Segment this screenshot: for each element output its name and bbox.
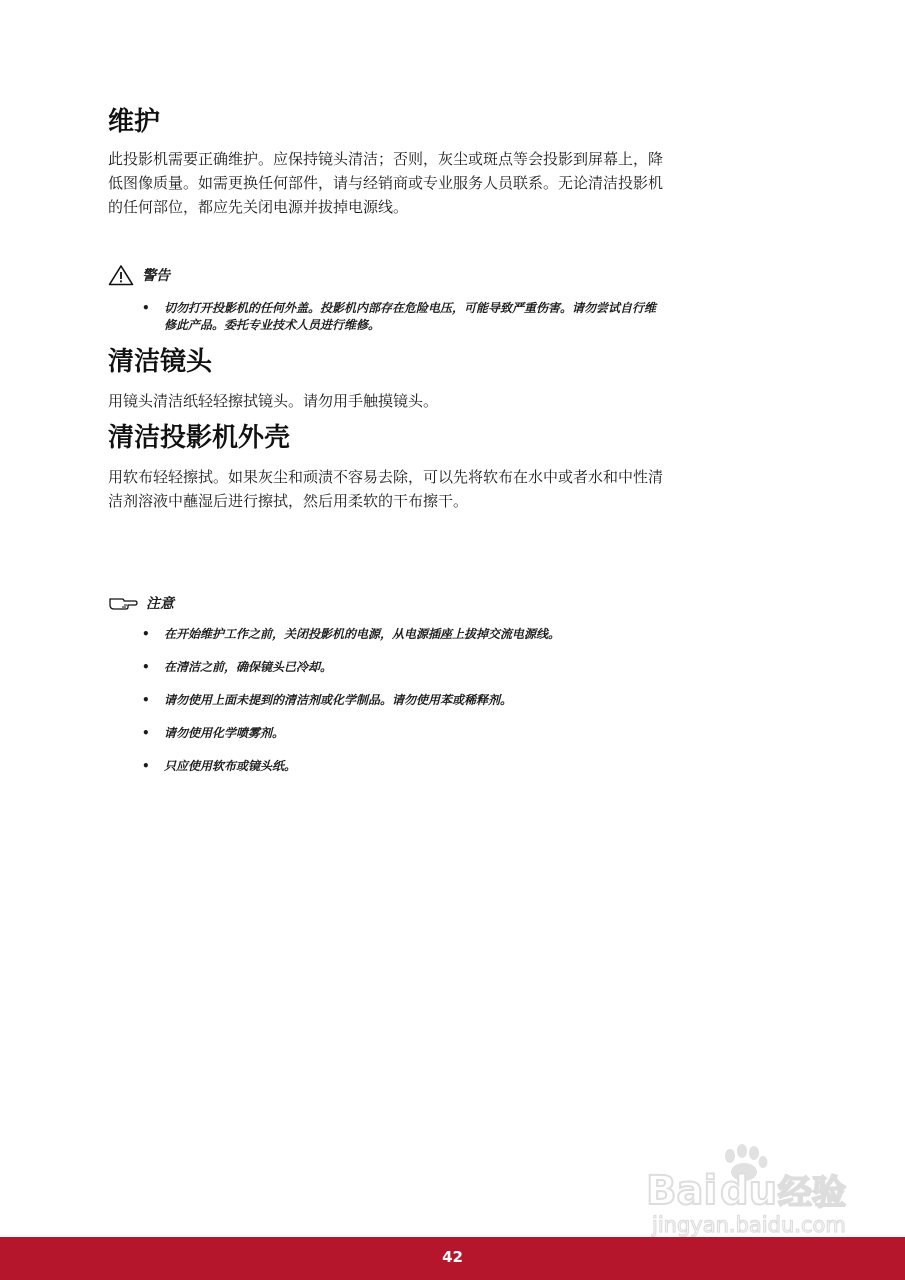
warning-label: 警告 (142, 268, 170, 284)
note-item-text: 在清洁之前，确保镜头已冷却。 (164, 660, 333, 674)
note-item-text: 请勿使用上面未提到的清洁剂或化学制品。请勿使用苯或稀释剂。 (164, 693, 513, 707)
page-footer-bar (0, 1237, 905, 1280)
watermark-latin-b: du (720, 1168, 778, 1214)
pointing-hand-icon (108, 595, 138, 611)
clean-case-line-2: 洁剂溶液中蘸湿后进行擦拭，然后用柔软的干布擦干。 (108, 492, 469, 510)
warning-line-2: 修此产品。委托专业技术人员进行维修。 (164, 318, 381, 332)
note-item (142, 624, 560, 657)
clean-lens-line: 用镜头清洁纸轻轻擦拭镜头。请勿用手触摸镜头。 (108, 392, 439, 410)
note-bullet: • (142, 627, 150, 641)
warning-header (108, 263, 170, 287)
note-item (142, 657, 560, 690)
heading-clean-case: 清洁投影机外壳 (108, 423, 291, 453)
page-number: 42 (442, 1248, 463, 1266)
clean-case-line-1: 用软布轻轻擦拭。如果灰尘和顽渍不容易去除，可以先将软布在水中或者水和中性清 (108, 468, 664, 486)
note-label: 注意 (146, 596, 174, 612)
note-item-text: 请勿使用化学喷雾剂。 (164, 726, 285, 740)
note-item (142, 756, 560, 789)
note-item (142, 690, 560, 723)
note-list (142, 624, 560, 789)
baidu-watermark-logo (638, 1140, 868, 1240)
watermark-url: jingyan.baidu.com (652, 1213, 846, 1237)
note-item-text: 只应使用软布或镜头纸。 (164, 759, 297, 773)
maintenance-paragraph (108, 147, 798, 219)
maintenance-line-1: 此投影机需要正确维护。应保持镜头清洁；否则，灰尘或斑点等会投影到屏幕上，降 (108, 150, 664, 168)
note-bullet: • (142, 759, 150, 773)
clean-case-paragraph (108, 465, 798, 513)
note-item-text: 在开始维护工作之前，关闭投影机的电源，从电源插座上拔掉交流电源线。 (164, 627, 561, 641)
note-header (108, 591, 174, 615)
maintenance-line-2: 低图像质量。如需更换任何部件，请与经销商或专业服务人员联系。无论清洁投影机 (108, 174, 664, 192)
heading-maintenance: 维护 (108, 107, 161, 137)
note-item (142, 723, 560, 756)
maintenance-line-3: 的任何部位，都应先关闭电源并拔掉电源线。 (108, 198, 409, 216)
note-bullet: • (142, 693, 150, 707)
note-bullet: • (142, 660, 150, 674)
watermark-cn: 经验 (778, 1173, 846, 1213)
heading-clean-lens: 清洁镜头 (108, 347, 213, 377)
warning-triangle-icon (108, 264, 134, 286)
warning-item (142, 300, 802, 334)
note-bullet: • (142, 726, 150, 740)
watermark-latin-a: Bai (646, 1168, 718, 1214)
warning-line-1: 切勿打开投影机的任何外盖。投影机内部存在危险电压，可能导致严重伤害。请勿尝试自行维 (164, 301, 657, 315)
clean-lens-paragraph (108, 389, 798, 413)
warning-bullet: • (142, 301, 150, 315)
